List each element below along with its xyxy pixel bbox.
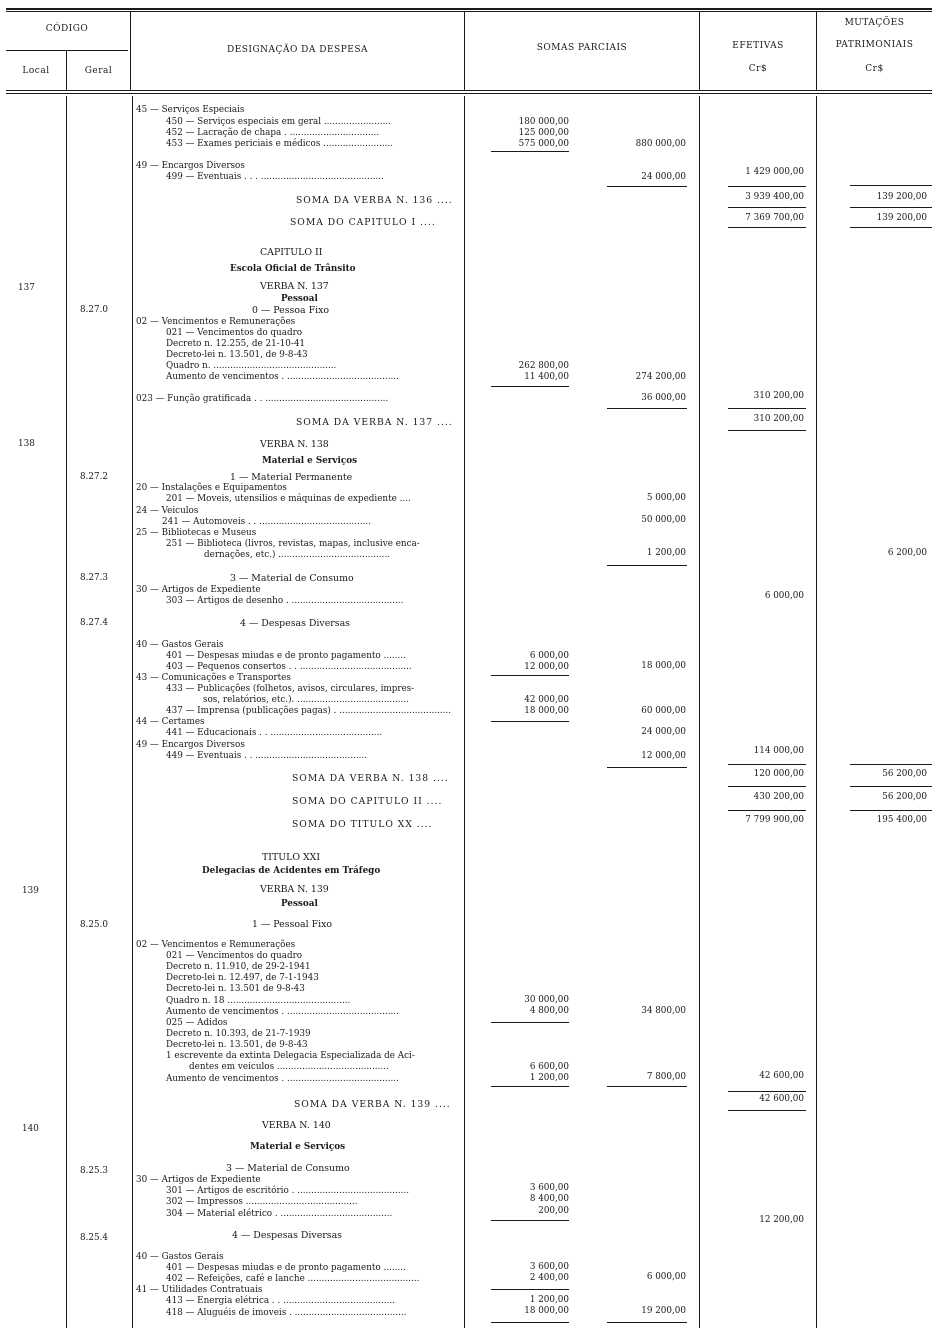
local-code: 137: [18, 283, 35, 293]
partial-value: 6 000,00: [529, 651, 569, 661]
item-line: 021 — Vencimentos do quadro: [166, 951, 303, 961]
section-title: 3 — Material de Consumo: [226, 1163, 350, 1174]
sum-line: SOMA DO TITULO XX ....: [292, 819, 433, 830]
patrimonial-value: 56 200,00: [882, 792, 927, 802]
efetivas-heading: EFETIVAS: [732, 41, 784, 51]
effective-value: 42 600,00: [759, 1071, 804, 1081]
subtotal-value: 34 800,00: [641, 1006, 686, 1016]
item-line: Decreto-lei n. 12.497, de 7-1-1943: [166, 973, 319, 983]
local-code: 140: [22, 1124, 39, 1134]
geral-code: 8.25.3: [80, 1166, 108, 1176]
item-heading: 43 — Comunicações e Transportes: [136, 673, 291, 683]
effective-value: 12 200,00: [759, 1215, 804, 1225]
partial-value: 11 400,00: [524, 372, 569, 382]
subtotal-value: 24 000,00: [641, 727, 686, 737]
underline: [728, 764, 806, 765]
subtotal-value: 19 200,00: [641, 1306, 686, 1316]
partial-value: 125 000,00: [518, 128, 569, 138]
effective-value: 7 369 700,00: [745, 213, 804, 223]
patrimonial-value: 139 200,00: [876, 192, 927, 202]
underline: [491, 386, 569, 387]
item-line: 021 — Vencimentos do quadro: [166, 328, 303, 338]
section-subtitle: Material e Serviços: [262, 456, 358, 466]
somas-parciais-heading: SOMAS PARCIAIS: [536, 43, 628, 53]
sum-line: SOMA DA VERBA N. 139 ....: [294, 1099, 451, 1110]
subtotal-value: 18 000,00: [641, 661, 686, 671]
effective-value: 1 429 000,00: [745, 167, 804, 177]
item-line: Quadro n. ............................................: [166, 361, 337, 371]
partial-value: 6 600,00: [529, 1062, 569, 1072]
partial-value: 42 000,00: [524, 695, 569, 705]
subtotal-value: 274 200,00: [635, 372, 686, 382]
subtotal-value: 36 000,00: [641, 393, 686, 403]
header-top-rule-thin: [6, 11, 932, 12]
subtotal-value: 24 000,00: [641, 172, 686, 182]
underline: [728, 207, 806, 208]
item-line: Aumento de vencimentos . ........................................: [166, 1074, 399, 1084]
item-line: dentes em veiculos ........................................: [189, 1062, 389, 1072]
partial-value: 575 000,00: [518, 139, 569, 149]
designacao-heading: DESIGNAÇÃO DA DESPESA: [226, 45, 368, 55]
underline: [850, 227, 932, 228]
effective-value: 6 000,00: [764, 591, 804, 601]
underline: [728, 1091, 806, 1092]
section-title: VERBA N. 140: [262, 1120, 331, 1131]
item-line: 401 — Despesas miudas e de pronto pagamento ........: [166, 651, 406, 661]
subtotal-value: 50 000,00: [641, 515, 686, 525]
patrimonial-value: 195 400,00: [876, 815, 927, 825]
item-line: 433 — Publicações (folhetos, avisos, circulares, impres-: [166, 684, 415, 694]
efetivas-currency: Cr$: [748, 64, 768, 74]
mutacoes-currency: Cr$: [865, 64, 884, 74]
item-line: Decreto-lei n. 13.501, de 9-8-43: [166, 1040, 308, 1050]
item-line: 251 — Biblioteca (livros, revistas, mapas, inclusive enca-: [166, 539, 420, 549]
partial-value: 1 200,00: [529, 1295, 569, 1305]
body-rule-mutacoes: [816, 96, 817, 1328]
section-subtitle: Material e Serviços: [250, 1142, 346, 1152]
section-title: 4 — Despesas Diversas: [240, 618, 350, 629]
partial-value: 8 400,00: [529, 1194, 569, 1204]
item-heading: 30 — Artigos de Expediente: [136, 585, 261, 595]
effective-value: 310 200,00: [753, 391, 804, 401]
underline: [850, 810, 932, 811]
item-heading: 25 — Bibliotecas e Museus: [136, 528, 257, 538]
local-code: 139: [22, 886, 39, 896]
underline: [491, 1220, 569, 1221]
item-line: 437 — Imprensa (publicações pagas) . ........................................: [166, 706, 452, 716]
subtotal-value: 5 000,00: [646, 493, 686, 503]
item-line: Decreto n. 11.910, de 29-2-1941: [166, 962, 311, 972]
item-line: Decreto n. 10.393, de 21-7-1939: [166, 1029, 311, 1039]
partial-value: 200,00: [538, 1206, 569, 1216]
item-heading: 02 — Vencimentos e Remunerações: [136, 940, 296, 950]
item-heading: 20 — Instalações e Equipamentos: [136, 483, 287, 493]
item-line: 418 — Aluguéis de imoveis . ........................................: [166, 1308, 407, 1318]
item-line: Decreto n. 12.255, de 21-10-41: [166, 339, 306, 349]
sum-line: SOMA DO CAPITULO II ....: [292, 796, 443, 807]
item-line: 304 — Material elétrico . ........................................: [166, 1209, 393, 1219]
subtotal-value: 12 000,00: [641, 751, 686, 761]
item-line: Decreto-lei n. 13.501 de 9-8-43: [166, 984, 305, 994]
partial-value: 18 000,00: [524, 1306, 569, 1316]
item-heading: 02 — Vencimentos e Remunerações: [136, 317, 296, 327]
partial-value: 2 400,00: [529, 1273, 569, 1283]
section-subtitle: Pessoal: [281, 294, 318, 304]
item-heading: 41 — Utilidades Contratuais: [136, 1285, 263, 1295]
section-title: VERBA N. 139: [260, 884, 329, 895]
item-line: 1 escrevente da extinta Delegacia Especializada de Aci-: [166, 1051, 415, 1061]
section-subtitle: Delegacias de Acidentes em Tráfego: [202, 866, 381, 876]
item-line: 452 — Lacração de chapa . ................................: [166, 128, 380, 138]
underline: [728, 408, 806, 409]
geral-code: 8.25.0: [80, 920, 108, 930]
effective-value: 7 799 900,00: [745, 815, 804, 825]
item-line: Decreto-lei n. 13.501, de 9-8-43: [166, 350, 308, 360]
subtotal-value: 7 800,00: [646, 1072, 686, 1082]
section-title: VERBA N. 138: [260, 439, 329, 450]
item-line: Aumento de vencimentos . ........................................: [166, 1007, 399, 1017]
patrimonial-value: 139 200,00: [876, 213, 927, 223]
item-line: 453 — Exames periciais e médicos .........................: [166, 139, 394, 149]
effective-value: 310 200,00: [753, 414, 804, 424]
effective-value: 120 000,00: [753, 769, 804, 779]
geral-heading: Geral: [84, 66, 113, 76]
geral-code: 8.25.4: [80, 1233, 108, 1243]
underline: [607, 1086, 687, 1087]
geral-code: 8.27.0: [80, 305, 108, 315]
subtotal-value: 880 000,00: [635, 139, 686, 149]
geral-code: 8.27.2: [80, 472, 108, 482]
item-line: 201 — Moveis, utensilios e máquinas de expediente ....: [166, 494, 411, 504]
underline: [728, 810, 806, 811]
underline: [728, 786, 806, 787]
item-heading: 49 — Encargos Diversos: [136, 740, 245, 750]
item-heading: 45 — Serviços Especiais: [136, 105, 245, 115]
underline: [850, 207, 932, 208]
local-heading: Local: [22, 66, 50, 76]
underline: [607, 186, 687, 187]
patrimonial-value: 6 200,00: [887, 548, 927, 558]
item-line: 450 — Serviços especiais em geral ........................: [166, 117, 391, 127]
underline: [607, 565, 687, 566]
underline: [850, 185, 932, 186]
underline: [850, 764, 932, 765]
effective-value: 3 939 400,00: [745, 192, 804, 202]
sum-line: SOMA DA VERBA N. 136 ....: [296, 195, 453, 206]
item-line: 449 — Eventuais . . ........................................: [166, 751, 368, 761]
underline: [491, 151, 569, 152]
header-top-rule: [6, 8, 932, 10]
geral-code: 8.27.3: [80, 573, 108, 583]
mutacoes-heading-1: MUTAÇÕES: [844, 18, 905, 28]
section-title: VERBA N. 137: [260, 281, 329, 292]
mutacoes-heading-2: PATRIMONIAIS: [835, 40, 914, 50]
effective-value: 430 200,00: [753, 792, 804, 802]
underline: [607, 1322, 687, 1323]
sum-line: SOMA DA VERBA N. 137 ....: [296, 417, 453, 428]
item-line: 303 — Artigos de desenho . ........................................: [166, 596, 404, 606]
underline: [607, 408, 687, 409]
section-title: 0 — Pessoa Fixo: [252, 305, 330, 316]
geral-code: 8.27.4: [80, 618, 108, 628]
section-title: 1 — Pessoal Fixo: [252, 919, 333, 930]
underline: [850, 786, 932, 787]
partial-value: 3 600,00: [529, 1262, 569, 1272]
section-subtitle: Escola Oficial de Trânsito: [230, 264, 356, 274]
subtotal-value: 60 000,00: [641, 706, 686, 716]
item-line: 441 — Educacionais . . ........................................: [166, 728, 383, 738]
item-line: 302 — Impressos ........................................: [166, 1197, 358, 1207]
item-line: 401 — Despesas miudas e de pronto pagamento ........: [166, 1263, 406, 1273]
codigo-heading: CÓDIGO: [45, 24, 89, 34]
body-rule-desc: [132, 96, 133, 1328]
header-bottom-rule-thin: [6, 93, 932, 94]
effective-value: 114 000,00: [753, 746, 804, 756]
partial-value: 3 600,00: [529, 1183, 569, 1193]
item-line: dernações, etc.) ........................................: [204, 550, 391, 560]
partial-value: 262 800,00: [518, 361, 569, 371]
underline: [491, 721, 569, 722]
underline: [491, 1289, 569, 1290]
underline: [728, 227, 806, 228]
underline: [491, 1322, 569, 1323]
underline: [491, 675, 569, 676]
item-heading: 44 — Certames: [136, 717, 205, 727]
underline: [728, 186, 806, 187]
item-heading: 30 — Artigos de Expediente: [136, 1175, 261, 1185]
item-heading: 40 — Gastos Gerais: [136, 640, 224, 650]
body-rule-efetivas: [699, 96, 700, 1328]
item-heading: 24 — Veiculos: [136, 506, 199, 516]
local-code: 138: [18, 439, 35, 449]
item-line: 402 — Refeições, café e lanche ........................................: [166, 1274, 420, 1284]
item-line: sos, relatórios, etc.). ........................................: [203, 695, 409, 705]
partial-value: 18 000,00: [524, 706, 569, 716]
subtotal-value: 1 200,00: [646, 548, 686, 558]
item-heading: 49 — Encargos Diversos: [136, 161, 245, 171]
underline: [728, 1110, 806, 1111]
item-heading: 023 — Função gratificada . . ............................................: [136, 394, 389, 404]
section-title: TITULO XXI: [262, 852, 321, 863]
item-line: 301 — Artigos de escritório . ........................................: [166, 1186, 410, 1196]
underline: [491, 1022, 569, 1023]
section-subtitle: Pessoal: [281, 899, 318, 909]
section-title: 4 — Despesas Diversas: [232, 1230, 342, 1241]
body-rule-geral: [66, 96, 67, 1328]
section-title: 1 — Material Permanente: [230, 472, 353, 483]
item-line: 025 — Adidos: [166, 1018, 228, 1028]
section-title: CAPITULO II: [260, 247, 323, 258]
item-line: 403 — Pequenos consertos . . ........................................: [166, 662, 412, 672]
underline: [607, 767, 687, 768]
item-line: Aumento de vencimentos . ........................................: [166, 372, 399, 382]
header-bottom-rule: [6, 90, 932, 91]
sum-line: SOMA DO CAPITULO I ....: [290, 217, 436, 228]
section-title: 3 — Material de Consumo: [230, 573, 354, 584]
item-line: 241 — Automoveis . . ........................................: [162, 517, 372, 527]
effective-value: 42 600,00: [759, 1094, 804, 1104]
codigo-divider: [6, 50, 128, 51]
subtotal-value: 6 000,00: [646, 1272, 686, 1282]
partial-value: 180 000,00: [518, 117, 569, 127]
underline: [491, 1086, 569, 1087]
partial-value: 4 800,00: [529, 1006, 569, 1016]
partial-value: 1 200,00: [529, 1073, 569, 1083]
partial-value: 30 000,00: [524, 995, 569, 1005]
item-heading: 40 — Gastos Gerais: [136, 1252, 224, 1262]
item-line: 499 — Eventuais . . . ............................................: [166, 172, 384, 182]
patrimonial-value: 56 200,00: [882, 769, 927, 779]
sum-line: SOMA DA VERBA N. 138 ....: [292, 773, 449, 784]
item-line: Quadro n. 18 ............................................: [166, 996, 351, 1006]
underline: [728, 430, 806, 431]
partial-value: 12 000,00: [524, 662, 569, 672]
item-line: 413 — Energia elétrica . . ........................................: [166, 1296, 395, 1306]
